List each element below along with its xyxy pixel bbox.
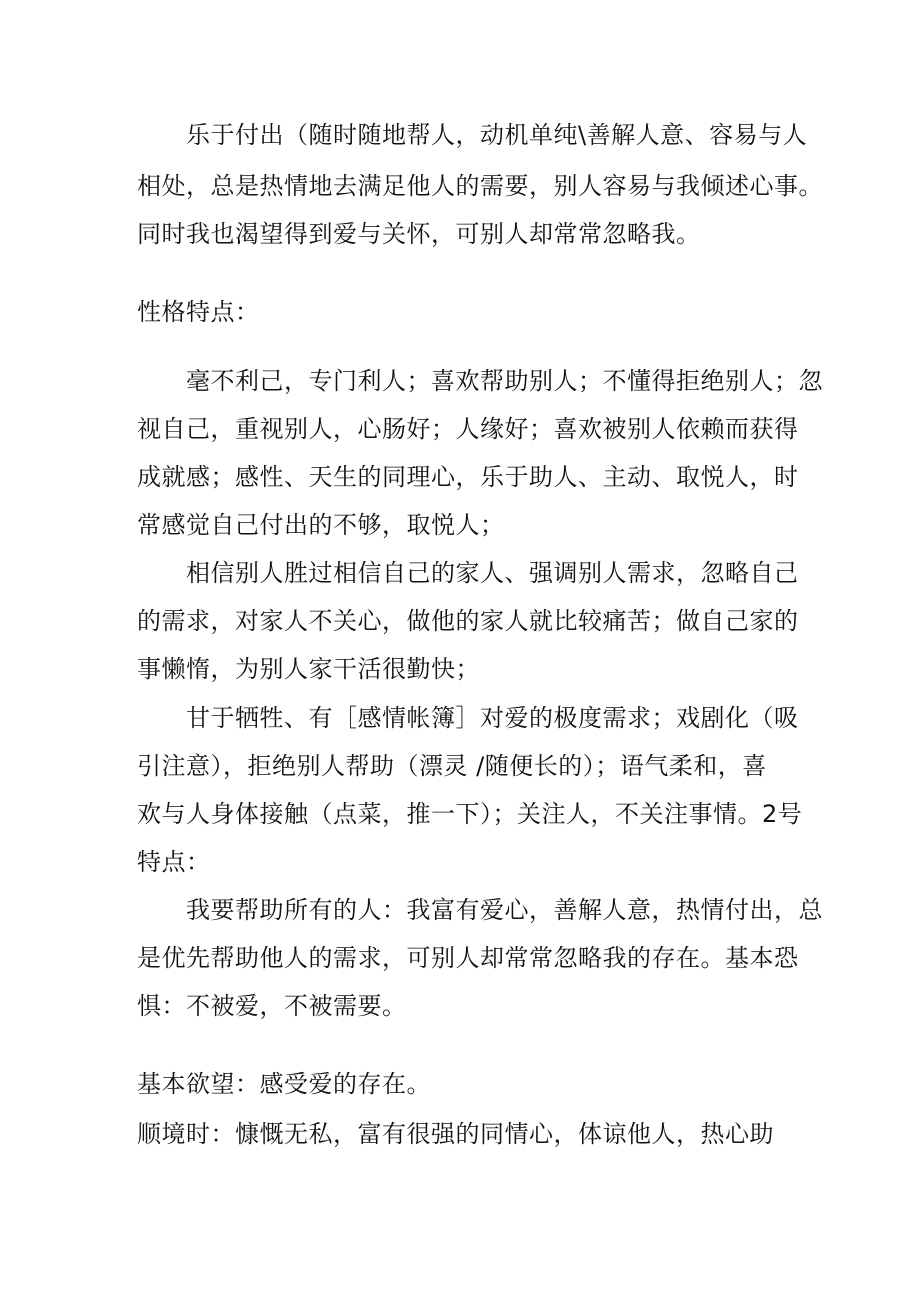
intro-line-2: 相处，总是热情地去满足他人的需要，别人容易与我倾述心事。: [137, 172, 823, 200]
desire-line-1: 基本欲望：感受爱的存在。: [137, 1070, 431, 1098]
traits-2-line-3: 事懒惰，为别人家干活很勤快；: [137, 655, 480, 683]
traits-2-line-1: 相信别人胜过相信自己的家人、强调别人需求，忽略自己: [186, 559, 799, 587]
traits-1-line-3: 成就感；感性、天生的同理心，乐于助人、主动、取悦人，时: [137, 463, 799, 491]
features-line-1: 我要帮助所有的人：我富有爱心，善解人意，热情付出，总: [186, 896, 823, 924]
traits-1-line-4: 常感觉自己付出的不够，取悦人；: [137, 511, 505, 539]
features-line-2: 是优先帮助他人的需求，可别人却常常忽略我的存在。基本恐: [137, 944, 799, 972]
traits-3-line-4: 特点：: [137, 848, 211, 876]
traits-3-line-2: 引注意），拒绝别人帮助（漂灵 /随便长的）；语气柔和，喜: [137, 752, 767, 780]
traits-2-line-2: 的需求，对家人不关心，做他的家人就比较痛苦；做自己家的: [137, 607, 799, 635]
traits-1-line-2: 视自己，重视别人，心肠好；人缘好；喜欢被别人依赖而获得: [137, 415, 799, 443]
intro-line-1: 乐于付出（随时随地帮人，动机单纯\善解人意、容易与人: [186, 121, 808, 149]
traits-heading: 性格特点：: [137, 298, 260, 326]
favorable-line-1: 顺境时：慷慨无私，富有很强的同情心，体谅他人，热心助: [137, 1120, 774, 1148]
traits-1-line-1: 毫不利己，专门利人；喜欢帮助别人；不懂得拒绝别人；忽: [186, 367, 823, 395]
features-line-3: 惧：不被爱，不被需要。: [137, 992, 407, 1020]
traits-3-line-3: 欢与人身体接触（点菜，推一下）；关注人，不关注事情。2号: [137, 800, 803, 828]
intro-line-3: 同时我也渴望得到爱与关怀，可别人却常常忽略我。: [137, 220, 701, 248]
traits-3-line-1: 甘于牺牲、有［感情帐簿］对爱的极度需求；戏剧化（吸: [186, 704, 799, 732]
